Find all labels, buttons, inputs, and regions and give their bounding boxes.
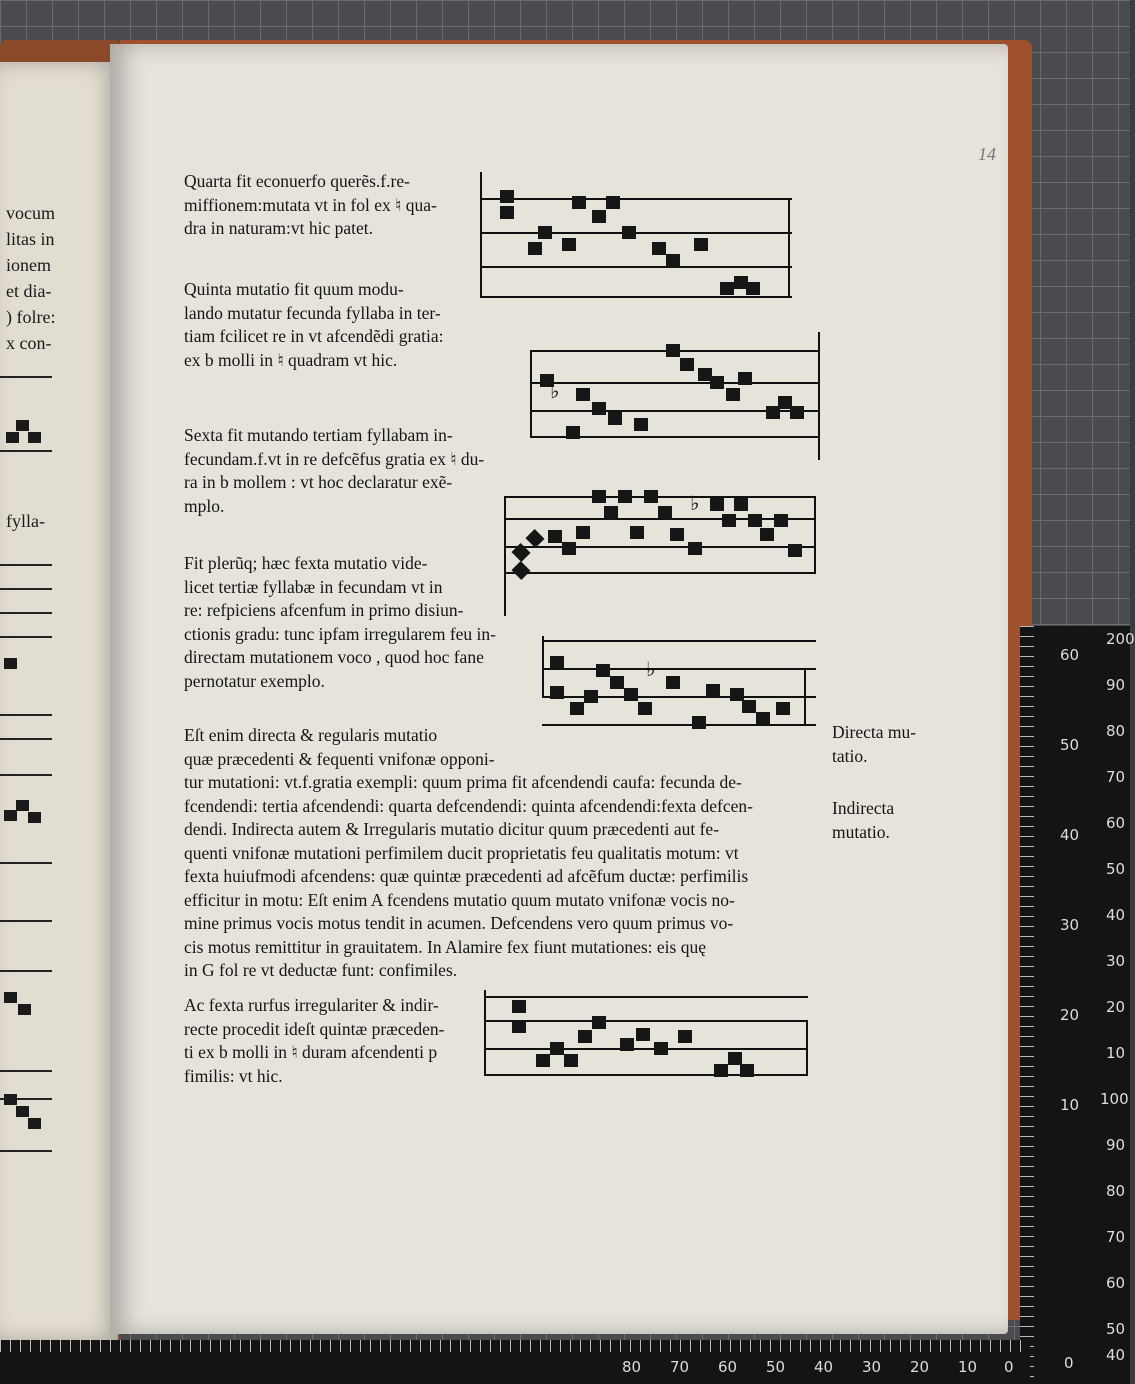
ruler-label: 60 [1106, 814, 1126, 832]
text-line: fecundam.f.vt in re defcẽfus gratia ex ♮ du- [184, 448, 485, 469]
ruler-vertical [1020, 626, 1135, 1384]
left-staff-2 [0, 562, 52, 692]
ruler-label: 20 [1060, 1006, 1080, 1024]
text-line: Indirecta [832, 798, 895, 818]
ruler-label: 60 [1106, 1274, 1126, 1292]
text-line: quæ præcedenti & fequenti vnifonæ opponi- [184, 748, 495, 769]
music-staff-4 [542, 636, 816, 756]
text-line: licet tertiæ fyllabæ in fecundam vt in [184, 576, 443, 597]
margin-note-indirecta [832, 796, 894, 844]
music-staff-2 [530, 332, 820, 472]
paragraph-ac-sexta [184, 994, 444, 1088]
folio-number: 14 [978, 144, 996, 164]
ruler-label: 70 [1106, 768, 1126, 786]
ruler-label: 20 [910, 1358, 930, 1376]
text-line: mplo. [184, 495, 225, 516]
ruler-label: 50 [1060, 736, 1080, 754]
text-line: fcendendi: tertia afcendendi: quarta defcendendi: quinta afcendendi:fexta defcen- [184, 795, 753, 816]
ruler-label: 60 [1060, 646, 1080, 664]
text-line: recte procedit ideſt quintæ præceden- [184, 1018, 445, 1039]
left-fragment: et dia- [6, 281, 52, 301]
text-line: tiam fcilicet re in vt afcendẽdi gratia: [184, 326, 444, 346]
text-line: Quinta mutatio fit quum modu- [184, 279, 404, 299]
text-line: fexta huiufmodi afcendens: quæ quintæ præcedenti ad afcẽfum ductæ: perfimilis [184, 866, 749, 886]
text-line: Sexta fit mutando tertiam fyllabam in- [184, 425, 453, 445]
right-page [110, 44, 1008, 1334]
left-fragment: fylla- [6, 511, 45, 531]
ruler-label: 0 [1064, 1354, 1074, 1372]
left-staff-4 [0, 860, 52, 1060]
paragraph-quinta [184, 278, 443, 372]
text-line: Fit plerũq; hæc fexta mutatio vide- [184, 553, 428, 573]
ruler-label: 80 [622, 1358, 642, 1376]
left-fragment: x con- [6, 333, 52, 353]
left-staff-5 [0, 1068, 52, 1178]
ruler-label: 90 [1106, 676, 1126, 694]
text-line: ctionis gradu: tunc ipfam irregularem feu in- [184, 623, 496, 644]
left-fragment: ionem [6, 255, 51, 275]
ruler-label: 90 [1106, 1136, 1126, 1154]
ruler-label: 10 [1060, 1096, 1080, 1114]
flat-icon: ♭ [690, 493, 700, 515]
paragraph-directa [184, 724, 753, 983]
text-line: Eſt enim directa & regularis mutatio [184, 725, 438, 745]
text-line: re: refpiciens afcenfum in primo disiun- [184, 600, 464, 620]
text-line: fimilis: vt hic. [184, 1065, 283, 1086]
ruler-label: 100 [1100, 1090, 1129, 1108]
text-line: lando mutatur fecunda fyllaba in ter- [184, 302, 441, 323]
music-staff-3 [504, 488, 816, 618]
ruler-label: 0 [1004, 1358, 1014, 1376]
ruler-label: 60 [718, 1358, 738, 1376]
text-line: miffionem:mutata vt in fol ex ♮ qua- [184, 194, 437, 215]
text-line: mutatio. [832, 822, 890, 842]
text-line: mine primus vocis motus tendit in acumen. Defcendens vero quum primus vo- [184, 913, 734, 933]
left-fragment: vocum [6, 203, 55, 223]
text-line: dra in naturam:vt hic patet. [184, 218, 374, 238]
ruler-label: 30 [1060, 916, 1080, 934]
text-line: cis motus remittitur in grauitatem. In Alamire fex fiunt mutationes: eis quę [184, 936, 706, 957]
ruler-label: 20 [1106, 998, 1126, 1016]
ruler-label: 30 [862, 1358, 882, 1376]
text-line: tur mutationi: vt.f.gratia exempli: quum prima fit afcendendi caufa: fecunda de- [184, 772, 742, 792]
ruler-horizontal [0, 1340, 1030, 1384]
text-line: directam mutationem voco , quod hoc fane [184, 647, 484, 667]
left-fragment: litas in [6, 229, 55, 249]
left-fragment: ) folre: [6, 307, 56, 327]
music-staff-1 [480, 168, 792, 308]
left-page [0, 62, 118, 1340]
left-staff-3 [0, 712, 52, 852]
text-line: efficitur in motu: Eſt enim A fcendens mutatio quum mutato vnifonæ vocis no- [184, 889, 735, 910]
paragraph-fit-plerumque [184, 552, 496, 693]
ruler-label: 80 [1106, 722, 1126, 740]
ruler-label: 50 [1106, 1320, 1126, 1338]
flat-icon: ♭ [550, 381, 560, 403]
ruler-label: 80 [1106, 1182, 1126, 1200]
flat-icon: ♭ [646, 659, 656, 681]
ruler-label: 70 [670, 1358, 690, 1376]
text-line: quenti vnifonæ mutationi perfimilem ducit proprietatis feu qualitatis motum: vt [184, 842, 739, 863]
ruler-label: 40 [814, 1358, 834, 1376]
text-line: ra in b mollem : vt hoc declaratur exẽ- [184, 472, 453, 492]
text-line: ti ex b molli in ♮ duram afcendenti p [184, 1042, 438, 1062]
music-staff-5 [484, 990, 808, 1090]
ruler-label: 50 [766, 1358, 786, 1376]
text-line: Ac fexta rurfus irregulariter & indir- [184, 995, 439, 1015]
paragraph-quarta [184, 170, 437, 241]
ruler-label: 50 [1106, 860, 1126, 878]
ruler-label: 200 [1106, 630, 1135, 648]
text-line: ex b molli in ♮ quadram vt hic. [184, 349, 398, 370]
left-staff-1 [0, 374, 52, 454]
text-line: Directa mu- [832, 722, 917, 742]
paragraph-sexta [184, 424, 484, 518]
text-line: in G fol re vt deductæ funt: confimiles. [184, 960, 458, 980]
text-line: dendi. Indirecta autem & Irregularis mutatio dicitur quum præcedenti aut fe- [184, 819, 720, 839]
text-line: pernotatur exemplo. [184, 670, 325, 691]
ruler-label: 10 [1106, 1044, 1126, 1062]
ruler-label: 40 [1106, 1346, 1126, 1364]
text-line: Quarta fit econuerfo querẽs.f.re- [184, 171, 410, 191]
text-line: tatio. [832, 746, 868, 766]
ruler-label: 70 [1106, 1228, 1126, 1246]
ruler-label: 40 [1060, 826, 1080, 844]
ruler-label: 10 [958, 1358, 978, 1376]
ruler-label: 30 [1106, 952, 1126, 970]
ruler-label: 40 [1106, 906, 1126, 924]
margin-note-directa [832, 720, 916, 768]
